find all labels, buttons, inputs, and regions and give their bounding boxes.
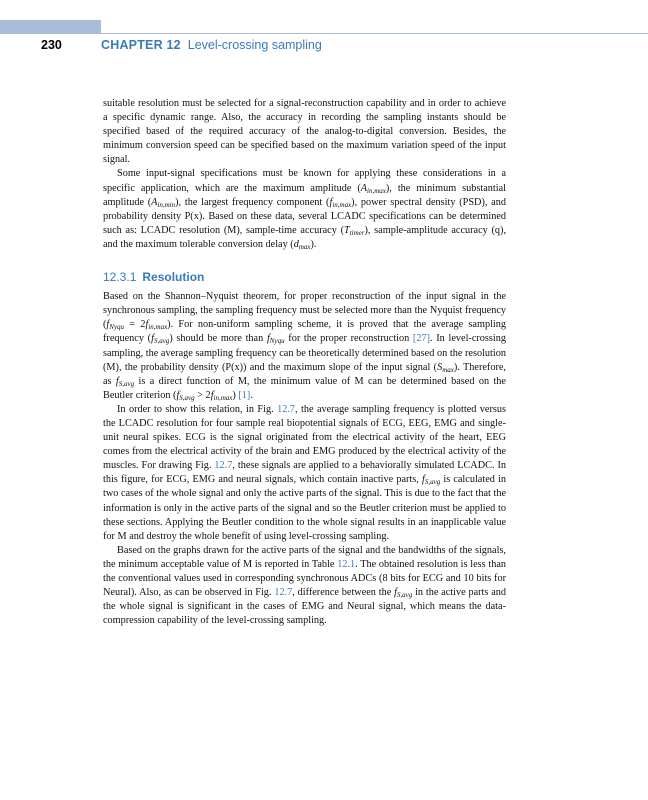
table-link[interactable]: 12.1 (337, 558, 356, 570)
section-title: Resolution (142, 270, 205, 285)
figure-link[interactable]: 12.7 (274, 587, 293, 599)
section-heading (103, 270, 506, 284)
paragraph-2: Some input-signal specifications must be known for applying these considerations in a specific application, which are the maximum amplitude $(A_{in,max})$, the minimum substantial amplitude $(A_{in,min})$, the largest frequency component $(f_{in,max})$, power spectral density (PSD), and probability density P(x). Based on these data, several LCADC specifications can be determined such as: LCADC resolution (M), sample-time accuracy $(T_{timer})$, sample-amplitude accuracy (q), and the maximum tolerable conversion delay $(d_{max})$. (103, 168, 507, 251)
paragraph-3: Based on the Shannon–Nyquist theorem, for proper reconstruction of the input signal in the synchronous sampling, the sampling frequency must be selected more than the Nyquist frequency $(f_{Nyqu} = 2f_{in,max})$. For non-uniform sampling scheme, it is proved that the average sampling frequency $(f_{S,avg})$ should be more than $f_{Nyqu}$ for the proper reconstruction [27]. In level-crossing sampling, the average sampling frequency can be theoretically determined based on the resolution (M), the probability density (P(x)) and the maximum slope of the input signal $(S_{max})$. Therefore, as $f_{S,avg}$ is a direct function of M, the minimum value of M can be determined based on the Beutler criterion $(f_{S,avg} > 2f_{in,max})$ [1]. (103, 291, 507, 402)
chapter-heading (101, 38, 322, 52)
page-number: 230 (41, 38, 62, 52)
header-rule (101, 33, 648, 34)
header-color-bar (0, 20, 101, 34)
figure-link[interactable]: 12.7 (214, 460, 233, 472)
paragraph-1: suitable resolution must be selected for a signal-reconstruction capability and in order to achieve a specific dynamic range. Also, the accuracy in recording the sampling instants should be specified based of the required accuracy of the analog-to-digital conversion. Besides, the minimum conversion speed can be specified based on the maximum variation speed of the input signal. (103, 98, 506, 166)
chapter-label: CHAPTER 12 (101, 38, 181, 52)
chapter-title: Level-crossing sampling (187, 38, 322, 52)
running-header (0, 38, 648, 56)
paragraph-4: In order to show this relation, in Fig. 12.7, the average sampling frequency is plotted versus the LCADC resolution for four sample real biopotential signals of ECG, EEG, EMG and single-unit neural spikes. ECG is the signal originated from the electrical activity of the heart, EEG comes from the electrical activity of the brain and EMG produced by the electrical activity of the muscles. For drawing Fig. 12.7, these signals are applied to a behaviorally simulated LCADC. In this figure, for ECG, EMG and neural signals, which contain inactive parts, $f_{S,avg}$ is calculated in two cases of the whole signal and only the active parts of the signal. This is due to the fact that the information is only in the active parts of the signal and so the Beutler criterion must be applied to these sections. Applying the Beutler condition to the whole signal results in an inapplicable value for M and destroy the whole benefit of using level-crossing sampling. (103, 403, 506, 542)
citation-link[interactable]: [1] (238, 389, 251, 401)
section-number: 12.3.1 (103, 270, 137, 285)
paragraph-5: Based on the graphs drawn for the active parts of the signal and the bandwidths of the signals, the minimum acceptable value of M is reported in Table 12.1. The obtained resolution is less than the conventional values used in corresponding synchronous ADCs (8 bits for ECG and 10 bits for Neural). Also, as can be observed in Fig. 12.7, difference between the $f_{S,avg}$ in the active parts and the whole signal is significant in the cases of EMG and Neural signal, which means the data-compression capability of the level-crossing sampling. (103, 544, 506, 627)
citation-link[interactable]: [27] (412, 333, 430, 345)
body-text (103, 97, 506, 628)
figure-link[interactable]: 12.7 (277, 403, 296, 415)
